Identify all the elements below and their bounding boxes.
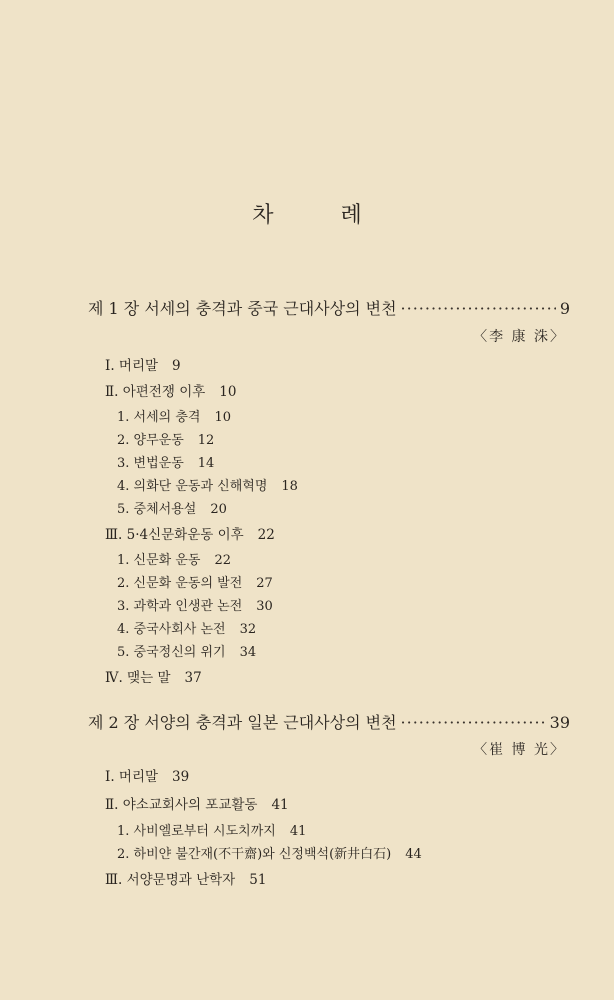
dot-leader <box>401 713 546 732</box>
entry-page: 10 <box>219 384 237 400</box>
chapter-title: 제 1 장 서세의 충격과 중국 근대사상의 변천 <box>88 299 397 318</box>
entry-page: 22 <box>214 553 232 568</box>
entry-page: 44 <box>405 847 422 862</box>
entry-label: 3. 변법운동 <box>117 456 184 471</box>
entry-label: Ⅲ. 서양문명과 난학자 <box>105 872 236 888</box>
toc-entry <box>105 765 189 785</box>
toc-entry <box>105 868 266 888</box>
entry-label: 5. 중국정신의 위기 <box>117 645 226 660</box>
entry-label: 2. 양무운동 <box>117 433 184 448</box>
toc-entry <box>105 354 181 374</box>
entry-page: 51 <box>249 872 267 888</box>
entry-label: 2. 신문화 운동의 발전 <box>117 576 243 591</box>
entry-page: 34 <box>239 645 257 660</box>
entry-page: 41 <box>289 824 307 839</box>
toc-entry <box>117 572 273 591</box>
dot-leader <box>401 299 556 318</box>
entry-label: 1. 사비엘로부터 시도치까지 <box>117 824 276 839</box>
entry-label: Ⅰ. 머리말 <box>105 358 159 374</box>
toc-entry <box>117 549 231 568</box>
entry-label: 4. 의화단 운동과 신해혁명 <box>117 479 268 494</box>
entry-label: 2. 하비얀 불간재(不干齋)와 신정백석(新井白石) <box>117 847 392 862</box>
toc-entry <box>105 523 275 543</box>
entry-label: Ⅱ. 아편전쟁 이후 <box>105 384 206 400</box>
entry-label: 1. 신문화 운동 <box>117 553 201 568</box>
chapter-author: 〈崔 博 光〉 <box>473 742 566 758</box>
toc-entry <box>117 843 422 862</box>
page-title: 차 례 <box>252 203 392 228</box>
entry-page: 22 <box>257 527 275 543</box>
toc-entry <box>105 666 202 686</box>
toc-entry <box>117 406 231 425</box>
toc-entry <box>117 475 298 494</box>
entry-label: 5. 중체서용설 <box>117 502 197 517</box>
toc-entry <box>117 820 306 839</box>
entry-page: 18 <box>281 479 298 494</box>
toc-entry <box>117 595 273 614</box>
entry-label: 4. 중국사회사 논전 <box>117 622 226 637</box>
entry-page: 39 <box>172 769 190 785</box>
entry-page: 30 <box>256 599 273 614</box>
toc-entry <box>105 380 236 400</box>
entry-page: 27 <box>256 576 273 591</box>
toc-entry <box>117 641 256 660</box>
entry-label: Ⅳ. 맺는 말 <box>105 670 171 686</box>
entry-label: 1. 서세의 충격 <box>117 410 201 425</box>
toc-entry <box>117 618 256 637</box>
toc-entry <box>105 793 289 813</box>
entry-page: 12 <box>197 433 215 448</box>
entry-label: 3. 과학과 인생관 논전 <box>117 599 243 614</box>
entry-label: Ⅲ. 5·4신문화운동 이후 <box>105 527 244 543</box>
chapter-heading <box>88 296 570 319</box>
chapter-page: 39 <box>549 713 570 732</box>
chapter-page: 9 <box>559 299 570 318</box>
chapter-heading <box>88 710 570 733</box>
entry-label: Ⅰ. 머리말 <box>105 769 159 785</box>
entry-page: 32 <box>239 622 257 637</box>
entry-page: 41 <box>271 797 289 813</box>
chapter-title: 제 2 장 서양의 충격과 일본 근대사상의 변천 <box>88 713 397 732</box>
toc-entry <box>117 452 214 471</box>
entry-page: 10 <box>214 410 232 425</box>
entry-page: 14 <box>197 456 215 471</box>
chapter-author: 〈李 康 洙〉 <box>473 329 566 345</box>
toc-entry <box>117 429 214 448</box>
entry-page: 37 <box>184 670 202 686</box>
entry-page: 20 <box>210 502 227 517</box>
entry-label: Ⅱ. 야소교회사의 포교활동 <box>105 797 258 813</box>
toc-entry <box>117 498 227 517</box>
entry-page: 9 <box>172 358 181 374</box>
